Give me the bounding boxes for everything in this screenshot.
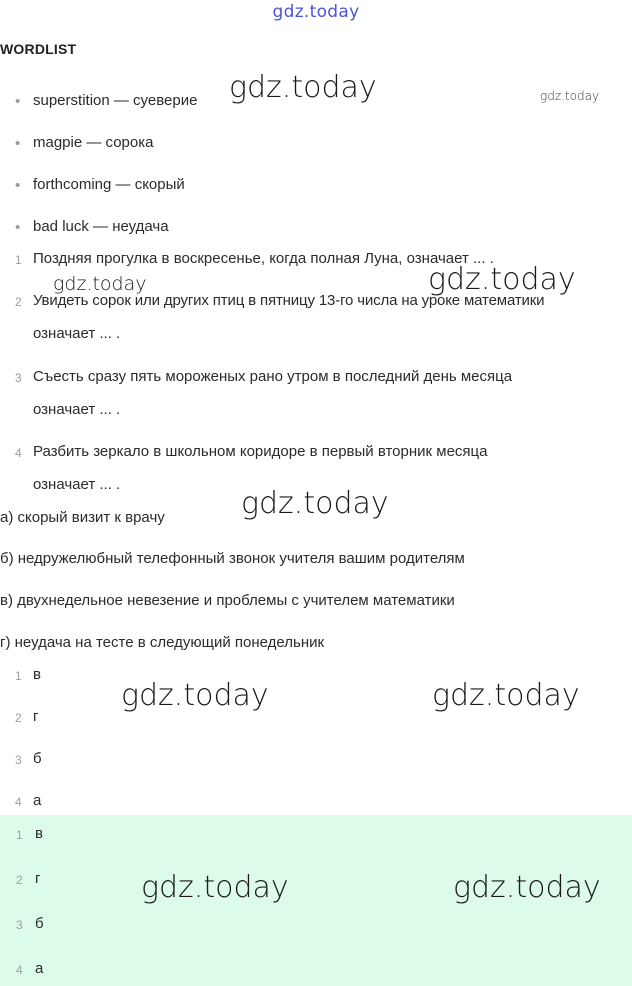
wordlist-item: superstition — суеверие (33, 92, 198, 109)
answer-value: г (35, 870, 41, 887)
question-number: 2 (15, 295, 22, 309)
answer-value: в (33, 666, 41, 683)
answer-number: 2 (16, 873, 23, 887)
question-text: Увидеть сорок или других птиц в пятницу 13-го числа на уроке математики (33, 292, 545, 309)
bullet-icon: • (15, 177, 21, 194)
watermark: gdz.today (540, 89, 600, 103)
answer-number: 4 (16, 963, 23, 977)
watermark: gdz.today (241, 486, 389, 521)
question-text: Разбить зеркало в школьном коридоре в первый вторник месяца (33, 443, 488, 460)
answer-value: а (35, 960, 44, 977)
watermark: gdz.today (432, 678, 580, 713)
bullet-icon: • (15, 219, 21, 236)
question-text: Поздняя прогулка в воскресенье, когда полная Луна, означает ... . (33, 250, 494, 267)
answer-number: 1 (15, 669, 22, 683)
watermark: gdz.today (428, 262, 576, 297)
question-text-continued: означает ... . (33, 325, 121, 342)
question-number: 3 (15, 371, 22, 385)
question-text: Съесть сразу пять мороженых рано утром в последний день месяца (33, 368, 513, 385)
answer-value: а (33, 792, 42, 809)
answer-value: г (33, 708, 39, 725)
question-number: 1 (15, 253, 22, 267)
bullet-icon: • (15, 93, 21, 110)
watermark: gdz.today (229, 70, 377, 105)
question-text-continued: означает ... . (33, 401, 121, 418)
answer-value: б (33, 750, 42, 767)
answer-number: 3 (15, 753, 22, 767)
watermark: gdz.today (141, 870, 289, 905)
answer-number: 2 (15, 711, 22, 725)
question-text-continued: означает ... . (33, 476, 121, 493)
answer-value: б (35, 915, 44, 932)
watermark: gdz.today (453, 870, 601, 905)
answer-option: в) двухнедельное невезение и проблемы с учителем математики (0, 592, 455, 609)
question-number: 4 (15, 446, 22, 460)
wordlist-heading: WORDLIST (0, 41, 77, 57)
watermark: gdz.today (53, 273, 147, 295)
wordlist-item: forthcoming — скорый (33, 176, 185, 193)
answer-value: в (35, 825, 43, 842)
answer-option: а) скорый визит к врачу (0, 509, 165, 526)
watermark: gdz.today (121, 678, 269, 713)
answer-number: 1 (16, 828, 23, 842)
answer-number: 4 (15, 795, 22, 809)
bullet-icon: • (15, 135, 21, 152)
site-logo[interactable]: gdz.today (272, 2, 360, 22)
answer-number: 3 (16, 918, 23, 932)
wordlist-item: bad luck — неудача (33, 218, 169, 235)
answer-option: г) неудача на тесте в следующий понедельник (0, 634, 325, 651)
answer-option: б) недружелюбный телефонный звонок учителя вашим родителям (0, 550, 465, 567)
wordlist-item: magpie — сорока (33, 134, 154, 151)
